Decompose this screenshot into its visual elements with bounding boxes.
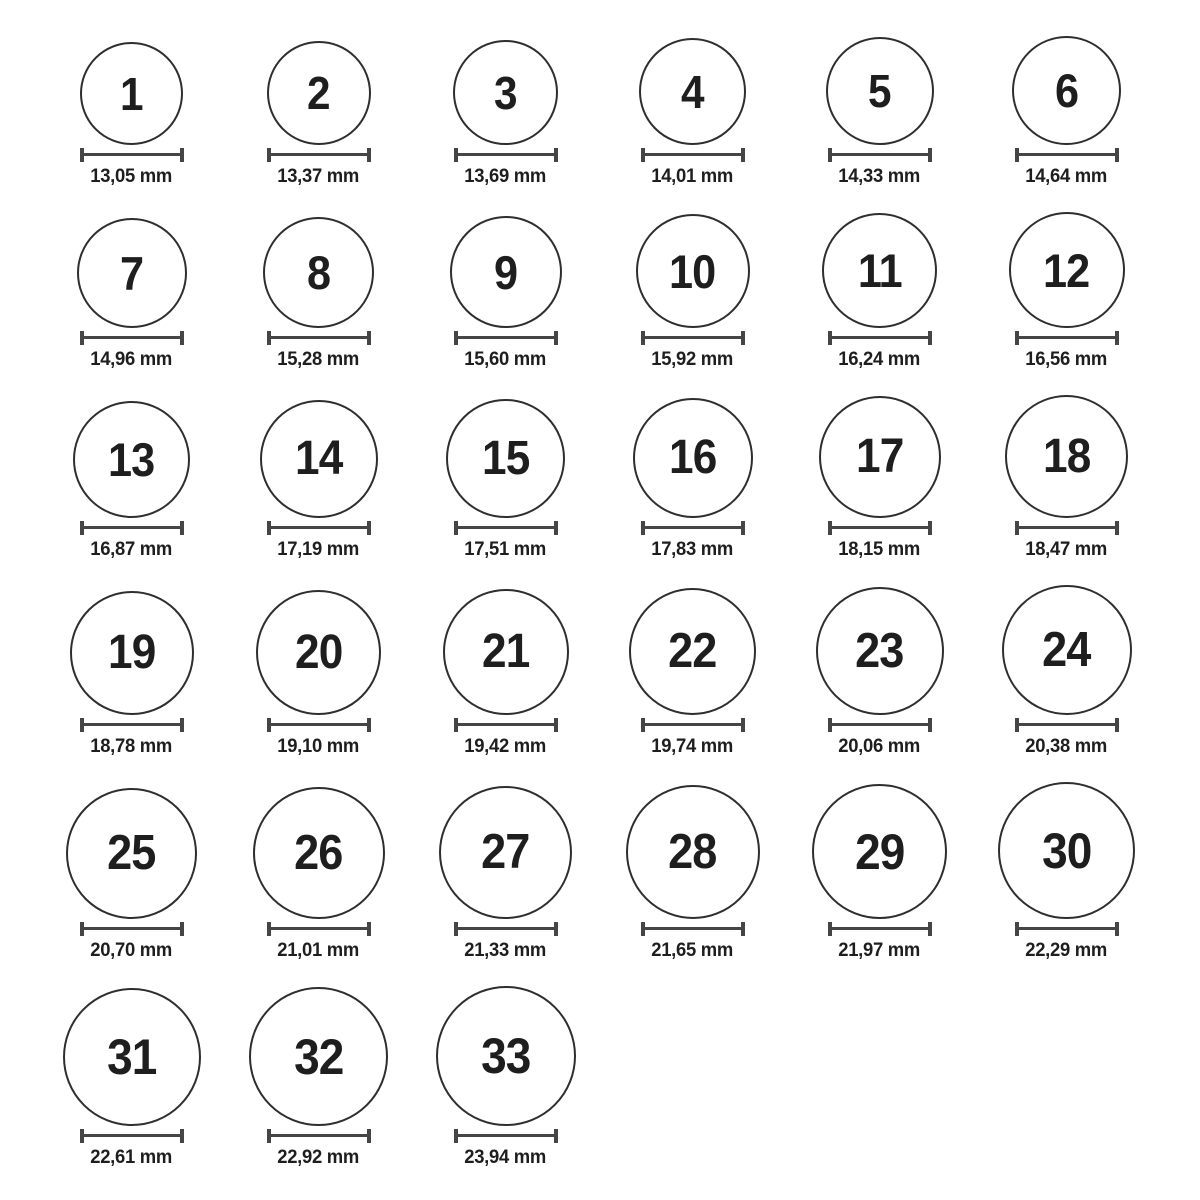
size-circle xyxy=(436,986,576,1126)
measure-bar xyxy=(643,153,743,156)
size-circle xyxy=(826,37,934,145)
diameter-measure-line xyxy=(267,718,371,732)
diameter-measure-line xyxy=(641,922,745,936)
size-circle xyxy=(63,988,201,1126)
ring-size-cell xyxy=(412,986,599,1169)
size-row xyxy=(38,212,1162,371)
size-circle xyxy=(70,591,194,715)
measure-bar xyxy=(830,153,930,156)
size-number: 13 xyxy=(108,433,155,486)
size-circle xyxy=(80,42,183,145)
diameter-label: 16,87 mm xyxy=(90,539,173,560)
size-number: 27 xyxy=(481,825,530,879)
diameter-label: 14,64 mm xyxy=(1025,166,1108,187)
measure-bar xyxy=(269,526,369,529)
diameter-label: 22,92 mm xyxy=(277,1147,360,1168)
diameter-label: 17,51 mm xyxy=(464,539,547,560)
measure-bar xyxy=(1017,723,1117,726)
diameter-label: 16,56 mm xyxy=(1025,349,1108,370)
diameter-measure-line xyxy=(1015,922,1119,936)
size-number: 11 xyxy=(857,244,902,297)
size-circle xyxy=(1005,395,1128,518)
measure-bar xyxy=(82,1134,182,1137)
measure-bar xyxy=(82,153,182,156)
diameter-measure-line xyxy=(641,521,745,535)
size-circle xyxy=(639,38,746,145)
ring-size-cell xyxy=(973,585,1160,758)
diameter-label: 14,01 mm xyxy=(651,166,734,187)
size-number: 3 xyxy=(494,66,517,119)
ring-size-cell xyxy=(599,588,786,758)
ring-size-cell xyxy=(225,590,412,758)
measure-bar xyxy=(82,723,182,726)
diameter-measure-line xyxy=(828,718,932,732)
size-circle xyxy=(77,218,187,328)
diameter-measure-line xyxy=(454,331,558,345)
ring-size-cell xyxy=(786,213,973,371)
diameter-label: 19,10 mm xyxy=(277,736,360,757)
size-number: 14 xyxy=(294,432,343,485)
measure-bar xyxy=(830,723,930,726)
diameter-measure-line xyxy=(828,922,932,936)
diameter-measure-line xyxy=(1015,331,1119,345)
diameter-measure-line xyxy=(454,922,558,936)
ring-size-cell xyxy=(786,37,973,188)
diameter-measure-line xyxy=(454,521,558,535)
size-number: 25 xyxy=(107,826,156,880)
measure-bar xyxy=(269,723,369,726)
diameter-measure-line xyxy=(80,718,184,732)
diameter-label: 22,29 mm xyxy=(1025,940,1108,961)
size-number: 7 xyxy=(119,246,144,300)
measure-bar xyxy=(82,336,182,339)
measure-bar xyxy=(643,336,743,339)
diameter-label: 16,24 mm xyxy=(838,349,921,370)
size-row xyxy=(38,36,1162,188)
ring-size-cell xyxy=(38,591,225,758)
size-number: 1 xyxy=(120,67,143,120)
diameter-measure-line xyxy=(641,331,745,345)
diameter-label: 15,60 mm xyxy=(464,349,547,370)
diameter-label: 17,83 mm xyxy=(651,539,734,560)
size-number: 6 xyxy=(1054,64,1079,117)
diameter-label: 14,33 mm xyxy=(838,166,921,187)
diameter-measure-line xyxy=(80,1129,184,1143)
measure-bar xyxy=(269,1134,369,1137)
ring-size-cell xyxy=(786,587,973,758)
size-circle xyxy=(1012,36,1121,145)
measure-bar xyxy=(456,153,556,156)
ring-size-cell xyxy=(973,212,1160,371)
size-circle xyxy=(822,213,937,328)
ring-size-cell xyxy=(599,398,786,561)
size-number: 12 xyxy=(1043,243,1090,297)
diameter-label: 21,65 mm xyxy=(651,940,734,961)
diameter-label: 18,78 mm xyxy=(90,736,173,757)
size-circle xyxy=(450,216,562,328)
ring-size-cell xyxy=(38,42,225,188)
size-circle xyxy=(816,587,944,715)
size-number: 23 xyxy=(855,623,904,678)
measure-bar xyxy=(82,526,182,529)
diameter-measure-line xyxy=(267,521,371,535)
diameter-label: 18,15 mm xyxy=(838,539,921,560)
diameter-label: 13,37 mm xyxy=(277,166,360,187)
size-number: 22 xyxy=(668,624,717,678)
measure-bar xyxy=(269,927,369,930)
measure-bar xyxy=(830,526,930,529)
diameter-label: 22,61 mm xyxy=(90,1147,173,1168)
size-circle xyxy=(66,788,197,919)
size-number: 19 xyxy=(107,626,156,679)
size-number: 28 xyxy=(668,824,717,879)
size-number: 32 xyxy=(293,1028,344,1085)
ring-size-cell xyxy=(599,214,786,371)
diameter-measure-line xyxy=(80,521,184,535)
measure-bar xyxy=(1017,153,1117,156)
ring-size-cell xyxy=(225,41,412,188)
diameter-label: 20,06 mm xyxy=(838,736,921,757)
ring-size-cell xyxy=(786,784,973,962)
size-circle xyxy=(629,588,756,715)
diameter-label: 15,28 mm xyxy=(277,349,360,370)
measure-bar xyxy=(456,1134,556,1137)
size-circle xyxy=(453,40,558,145)
size-number: 8 xyxy=(306,246,331,299)
ring-size-cell xyxy=(599,785,786,962)
ring-size-cell xyxy=(38,988,225,1169)
diameter-measure-line xyxy=(828,148,932,162)
diameter-measure-line xyxy=(80,922,184,936)
diameter-label: 20,38 mm xyxy=(1025,736,1108,757)
measure-bar xyxy=(643,526,743,529)
size-number: 30 xyxy=(1041,822,1092,879)
size-circle xyxy=(253,787,385,919)
diameter-measure-line xyxy=(267,922,371,936)
size-number: 16 xyxy=(668,431,717,484)
diameter-measure-line xyxy=(1015,148,1119,162)
ring-size-cell xyxy=(38,218,225,371)
size-circle xyxy=(263,217,374,328)
measure-bar xyxy=(830,927,930,930)
size-circle xyxy=(633,398,753,518)
size-number: 17 xyxy=(855,430,904,483)
ring-size-cell xyxy=(973,36,1160,188)
diameter-measure-line xyxy=(641,718,745,732)
diameter-label: 20,70 mm xyxy=(90,940,173,961)
measure-bar xyxy=(456,336,556,339)
diameter-measure-line xyxy=(267,331,371,345)
size-circle xyxy=(998,782,1135,919)
ring-size-cell xyxy=(412,399,599,561)
size-number: 5 xyxy=(868,65,891,117)
measure-bar xyxy=(643,723,743,726)
measure-bar xyxy=(456,526,556,529)
diameter-measure-line xyxy=(828,331,932,345)
size-circle xyxy=(819,396,941,518)
ring-size-cell xyxy=(786,396,973,561)
ring-size-cell xyxy=(412,786,599,962)
size-row xyxy=(38,782,1162,962)
diameter-label: 21,01 mm xyxy=(277,940,360,961)
size-number: 10 xyxy=(669,244,716,298)
size-circle xyxy=(443,589,569,715)
size-circle xyxy=(636,214,750,328)
diameter-measure-line xyxy=(454,148,558,162)
diameter-label: 18,47 mm xyxy=(1025,539,1108,560)
size-circle xyxy=(73,401,190,518)
size-row xyxy=(38,395,1162,561)
diameter-measure-line xyxy=(267,1129,371,1143)
diameter-label: 23,94 mm xyxy=(464,1147,547,1168)
size-number: 15 xyxy=(481,431,530,485)
measure-bar xyxy=(1017,526,1117,529)
ring-size-cell xyxy=(38,401,225,561)
measure-bar xyxy=(82,927,182,930)
ring-size-cell xyxy=(973,395,1160,561)
measure-bar xyxy=(643,927,743,930)
size-circle xyxy=(1002,585,1132,715)
diameter-label: 19,74 mm xyxy=(651,736,734,757)
size-number: 29 xyxy=(854,823,905,880)
ring-size-cell xyxy=(225,987,412,1169)
ring-size-cell xyxy=(412,216,599,371)
diameter-measure-line xyxy=(1015,718,1119,732)
size-circle xyxy=(249,987,388,1126)
measure-bar xyxy=(830,336,930,339)
size-number: 24 xyxy=(1042,622,1091,677)
diameter-measure-line xyxy=(454,718,558,732)
ring-size-cell xyxy=(38,788,225,962)
diameter-label: 21,97 mm xyxy=(838,940,921,961)
size-number: 9 xyxy=(493,245,518,299)
diameter-label: 14,96 mm xyxy=(90,349,173,370)
size-circle xyxy=(260,400,378,518)
diameter-label: 15,92 mm xyxy=(651,349,734,370)
size-number: 31 xyxy=(106,1029,157,1085)
measure-bar xyxy=(269,336,369,339)
ring-size-cell xyxy=(225,787,412,962)
size-number: 2 xyxy=(307,67,330,119)
size-circle xyxy=(812,784,947,919)
size-number: 33 xyxy=(480,1028,531,1084)
diameter-measure-line xyxy=(80,148,184,162)
size-circle xyxy=(626,785,760,919)
ring-size-cell xyxy=(412,40,599,188)
size-circle xyxy=(1009,212,1125,328)
size-circle xyxy=(267,41,371,145)
diameter-label: 13,05 mm xyxy=(90,166,173,187)
measure-bar xyxy=(456,927,556,930)
measure-bar xyxy=(1017,927,1117,930)
diameter-label: 21,33 mm xyxy=(464,940,547,961)
size-number: 26 xyxy=(294,825,343,880)
ring-size-cell xyxy=(599,38,786,188)
size-number: 18 xyxy=(1042,429,1091,483)
diameter-measure-line xyxy=(454,1129,558,1143)
ring-size-cell xyxy=(973,782,1160,962)
size-number: 20 xyxy=(294,625,343,679)
diameter-measure-line xyxy=(1015,521,1119,535)
size-row xyxy=(38,986,1162,1169)
diameter-label: 19,42 mm xyxy=(464,736,547,757)
diameter-label: 13,69 mm xyxy=(464,166,547,187)
size-row xyxy=(38,585,1162,758)
ring-size-cell xyxy=(225,217,412,371)
size-number: 21 xyxy=(481,625,530,678)
size-circle xyxy=(439,786,572,919)
diameter-measure-line xyxy=(80,331,184,345)
diameter-measure-line xyxy=(267,148,371,162)
measure-bar xyxy=(1017,336,1117,339)
diameter-measure-line xyxy=(641,148,745,162)
size-number: 4 xyxy=(681,65,704,118)
ring-size-cell xyxy=(412,589,599,758)
diameter-label: 17,19 mm xyxy=(277,539,360,560)
ring-size-cell xyxy=(225,400,412,561)
measure-bar xyxy=(456,723,556,726)
diameter-measure-line xyxy=(828,521,932,535)
measure-bar xyxy=(269,153,369,156)
size-circle xyxy=(446,399,565,518)
size-circle xyxy=(256,590,381,715)
